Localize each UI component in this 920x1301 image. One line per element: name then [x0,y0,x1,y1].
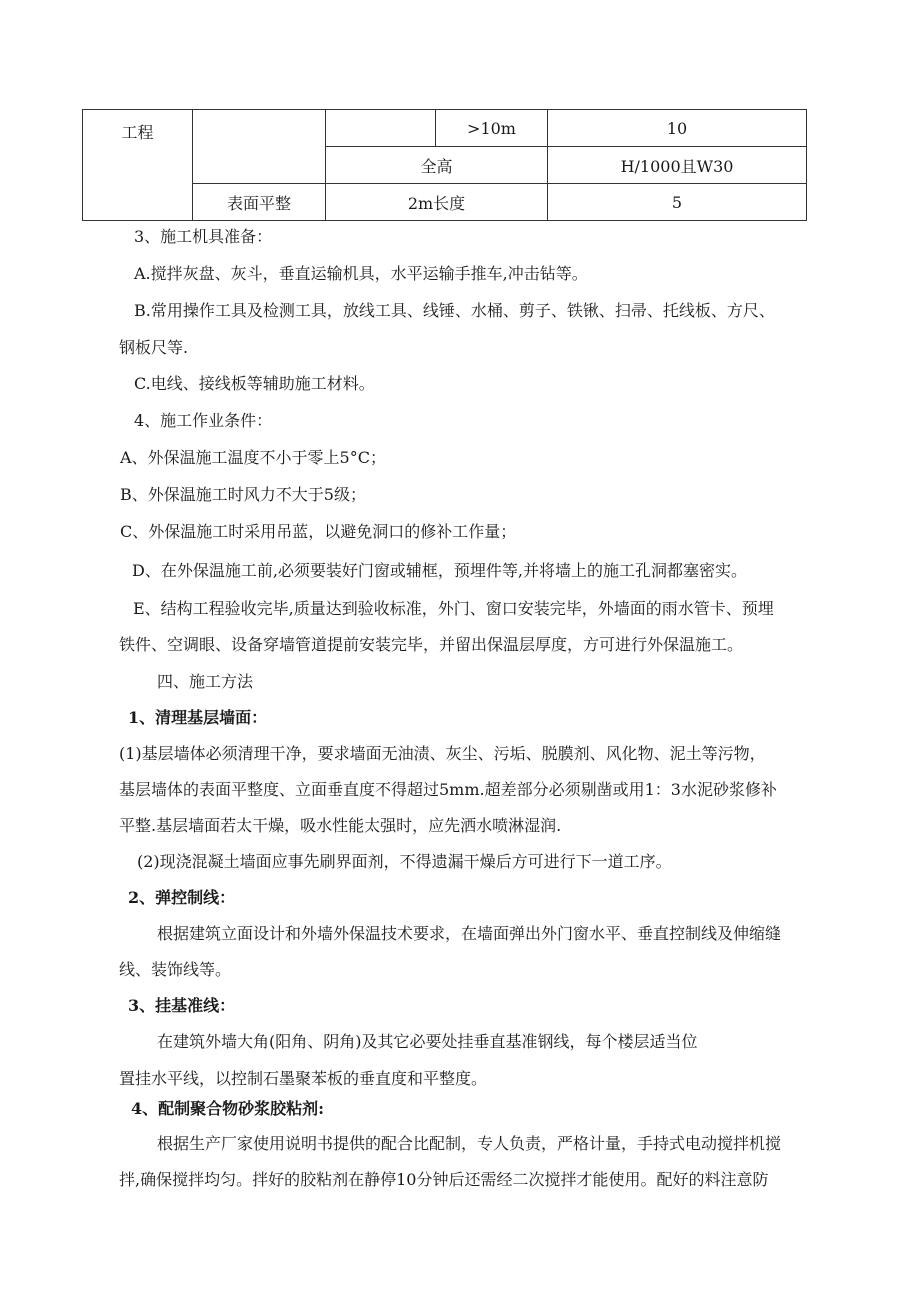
section-heading: 4、施工作业条件： [134,411,273,430]
body-line: E、结构工程验收完毕,质量达到验收标准，外门、窗口安装完毕，外墙面的雨水管卡、预埋 [133,599,774,618]
body-line: B、外保温施工时风力不大于5级； [120,485,366,504]
body-line: 拌,确保搅拌均匀。拌好的胶粘剂在静停10分钟后还需经二次搅拌才能使用。配好的料注意防 [119,1170,769,1189]
subsection-heading: 1、清理基层墙面： [128,708,268,727]
table-value-cell: 5 [548,184,807,221]
table-category-cell [83,110,193,221]
body-line: 线、装饰线等。 [119,960,232,979]
subsection-heading: 2、弹控制线： [128,888,236,907]
body-line: 钢板尺等. [119,338,189,357]
table-category-text: 工程 [121,123,154,142]
body-line: A.搅拌灰盘、灰斗，垂直运输机具，水平运输手推车,冲击钻等。 [134,264,588,283]
table-item-blank-cell [193,110,326,184]
body-line: (2)现浇混凝土墙面应事先刷界面剂，不得遗漏干燥后方可进行下一道工序。 [137,852,672,871]
tolerance-table [82,109,807,221]
body-line: 基层墙体的表面平整度、立面垂直度不得超过5mm.超差部分必须剔凿或用1：3水泥砂浆修补 [119,780,777,799]
body-line: 平整.基层墙面若太干燥，吸水性能太强时，应先洒水喷淋湿润. [119,816,562,835]
table-value-cell: 10 [548,110,807,147]
section-heading: 四、施工方法 [157,672,254,691]
table-condition-cell: 全高 [326,147,548,184]
body-line: 铁件、空调眼、设备穿墙管道提前安装完毕，并留出保温层厚度，方可进行外保温施工。 [119,635,744,654]
subsection-heading: 3、挂基准线： [128,996,236,1015]
body-line: 在建筑外墙大角(阳角、阴角)及其它必要处挂垂直基准钢线，每个楼层适当位 [157,1032,698,1051]
body-line: 置挂水平线，以控制石墨聚苯板的垂直度和平整度。 [119,1069,488,1088]
section-heading: 3、施工机具准备： [134,227,273,246]
table-value-cell: H/1000且W30 [548,147,807,184]
table-condition-cell: >10m [436,110,548,147]
body-line: A、外保温施工温度不小于零上5°C； [120,448,386,467]
body-line: C.电线、接线板等辅助施工材料。 [134,374,375,393]
body-line: 根据建筑立面设计和外墙外保温技术要求，在墙面弹出外门窗水平、垂直控制线及伸缩缝 [157,924,782,943]
body-line: C、外保温施工时采用吊蓝，以避免洞口的修补工作量； [120,522,517,541]
body-line: 根据生产厂家使用说明书提供的配合比配制，专人负责，严格计量，手持式电动搅拌机搅 [157,1134,782,1153]
body-line: B.常用操作工具及检测工具，放线工具、线锤、水桶、剪子、铁锹、扫帚、托线板、方尺、 [134,301,775,320]
table-condition-cell: 2m长度 [326,184,548,221]
body-line: D、在外保温施工前,必须要装好门窗或辅框，预埋件等,并将墙上的施工孔洞都塞密实。 [132,561,748,580]
table-sub-blank-cell [326,110,436,147]
subsection-heading: 4、配制聚合物砂浆胶粘剂: [131,1099,325,1118]
body-line: (1)基层墙体必须清理干净，要求墙面无油渍、灰尘、污垢、脱膜剂、风化物、泥土等污物， [119,744,766,763]
table-item-cell: 表面平整 [193,184,326,221]
